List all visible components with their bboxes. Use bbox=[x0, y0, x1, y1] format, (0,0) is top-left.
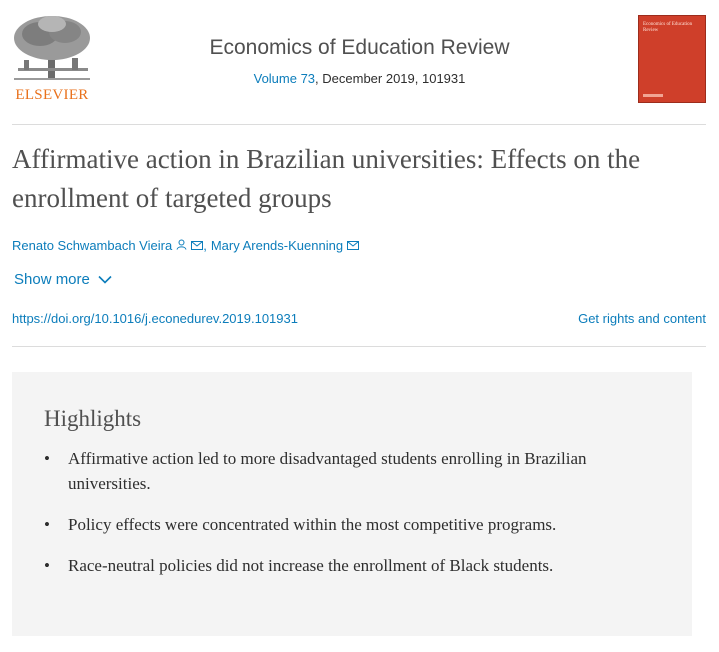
journal-title-link[interactable]: Economics of Education Review bbox=[209, 36, 510, 59]
highlight-text: Race-neutral policies did not increase the enrollment of Black students. bbox=[68, 556, 554, 575]
journal-cover-thumbnail[interactable] bbox=[638, 15, 706, 103]
show-more-label: Show more bbox=[14, 271, 90, 288]
publisher-name: ELSEVIER bbox=[15, 87, 89, 103]
bullet-icon: • bbox=[44, 556, 50, 575]
chevron-down-icon bbox=[98, 275, 112, 284]
author-separator: , bbox=[203, 238, 207, 253]
issue-details: , December 2019, 101931 bbox=[315, 71, 466, 86]
author-list bbox=[12, 238, 359, 253]
article-title: Affirmative action in Brazilian universities: Effects on the enrollment of targeted groups bbox=[12, 144, 641, 213]
show-more-button[interactable] bbox=[14, 271, 112, 288]
doi-link[interactable]: https://doi.org/10.1016/j.econedurev.2019.101931 bbox=[12, 311, 298, 326]
envelope-icon[interactable] bbox=[191, 238, 203, 253]
header-divider bbox=[12, 124, 706, 125]
highlights-heading: Highlights bbox=[44, 406, 142, 431]
meta-divider bbox=[12, 346, 706, 347]
highlight-item bbox=[42, 446, 662, 496]
highlight-text: Policy effects were concentrated within the most competitive programs. bbox=[68, 515, 557, 534]
highlight-item bbox=[42, 553, 662, 578]
cover-title-text: Economics of Education Review bbox=[643, 22, 693, 33]
person-icon[interactable] bbox=[176, 238, 187, 253]
bullet-icon: • bbox=[44, 449, 50, 468]
highlight-text: Affirmative action led to more disadvantaged students enrolling in Brazilian universities. bbox=[68, 449, 587, 493]
envelope-icon[interactable] bbox=[347, 238, 359, 253]
elsevier-logo[interactable] bbox=[10, 12, 94, 108]
author-link-arends-kuenning[interactable]: Mary Arends-Kuenning bbox=[210, 238, 344, 253]
rights-link[interactable]: Get rights and content bbox=[578, 311, 706, 326]
journal-title bbox=[0, 36, 719, 60]
author-link-vieira[interactable]: Renato Schwambach Vieira bbox=[12, 238, 173, 253]
highlights-box bbox=[12, 372, 692, 636]
journal-issue-info bbox=[0, 71, 719, 86]
volume-link[interactable]: Volume 73 bbox=[253, 71, 316, 86]
highlights-list bbox=[42, 446, 662, 594]
article-header bbox=[0, 0, 719, 124]
bullet-icon: • bbox=[44, 515, 50, 534]
cover-strip bbox=[643, 94, 663, 97]
highlight-item bbox=[42, 512, 662, 537]
